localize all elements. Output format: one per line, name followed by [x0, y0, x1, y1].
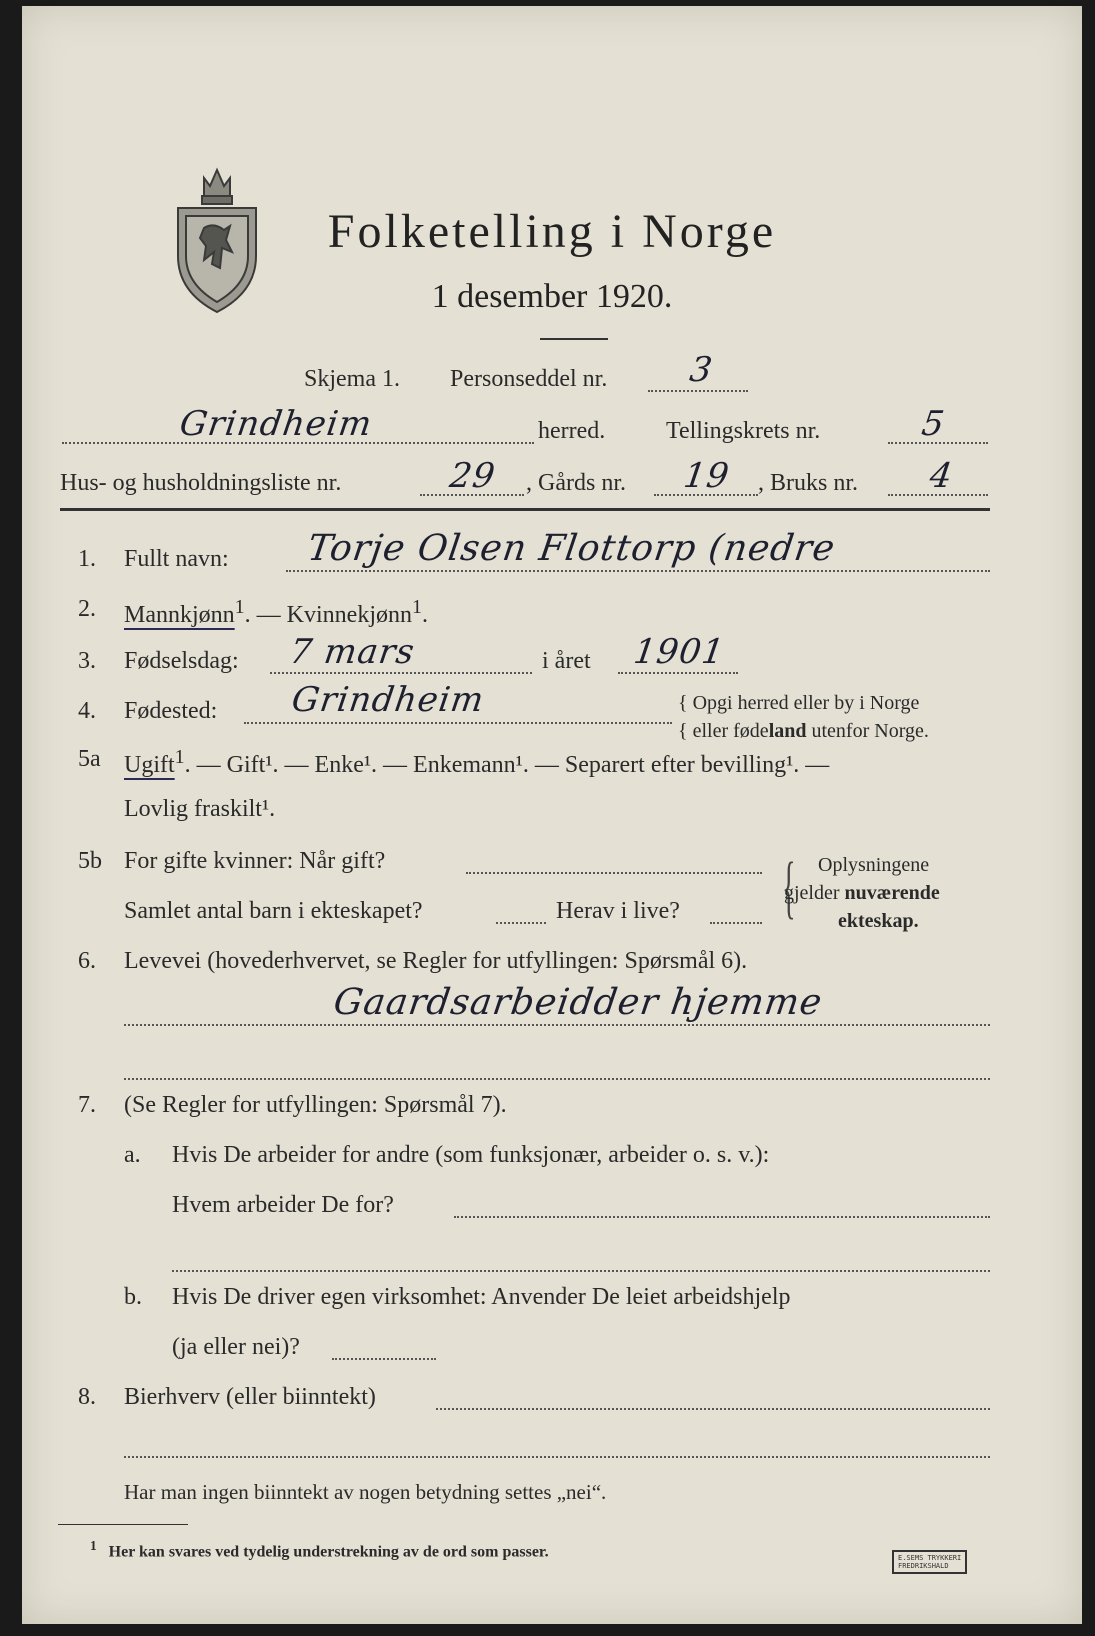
q4-number: 4.	[78, 698, 96, 724]
q6-number: 6.	[78, 948, 96, 974]
q2-number: 2.	[78, 596, 96, 622]
form-date: 1 desember 1920.	[431, 278, 673, 315]
levevei-value: Gaardsarbeidder hjemme	[331, 982, 826, 1023]
gards-value: 19	[681, 456, 733, 496]
lovlig-fraskilt: Lovlig fraskilt¹.	[124, 796, 276, 822]
brace: {	[782, 849, 796, 926]
fodested-note-2: { eller fødeland utenfor Norge.	[678, 720, 929, 742]
herred-value: Grindheim	[177, 404, 375, 444]
herred-label: herred.	[538, 418, 606, 444]
q7-number: 7.	[78, 1092, 96, 1118]
biinntekt-note: Har man ingen biinntekt av nogen betydning settes „nei“.	[124, 1480, 607, 1504]
sivilstand-options: Ugift$^1$. — Gift¹. — Enke¹. — Enkemann¹. — Separert efter bevilling¹. —	[124, 746, 830, 778]
q1-number: 1.	[78, 546, 96, 572]
fullt-navn-value: Torje Olsen Flottorp (nedre	[305, 528, 838, 569]
q5a-number: 5a	[78, 746, 101, 772]
q7a-letter: a.	[124, 1142, 141, 1168]
bruks-label: , Bruks nr.	[758, 470, 859, 496]
ugift-selected: Ugift	[124, 752, 175, 778]
skjema-label: Skjema 1.	[304, 366, 400, 392]
census-form	[22, 6, 1082, 1624]
q8-number: 8.	[78, 1384, 96, 1410]
fodested-note-1: { Opgi herred eller by i Norge	[678, 692, 920, 714]
gards-label: , Gårds nr.	[526, 470, 626, 496]
personseddel-value: 3	[687, 350, 716, 390]
q3-number: 3.	[78, 648, 96, 674]
kjonn-options: Mannkjønn$^1$. — Kvinnekjønn$^1$.	[124, 596, 428, 628]
tellingskrets-label: Tellingskrets nr.	[666, 418, 821, 444]
q7b-letter: b.	[124, 1284, 142, 1310]
ja-eller-nei-label: (ja eller nei)?	[172, 1334, 300, 1360]
herav-i-live-label: Herav i live?	[556, 898, 680, 924]
oplysning-note-3: ekteskap.	[838, 910, 919, 932]
header-rule	[60, 508, 990, 511]
tellingskrets-value: 5	[919, 404, 948, 444]
fodested-label: Fødested:	[124, 698, 218, 724]
personseddel-label: Personseddel nr.	[450, 366, 608, 392]
hvem-arbeider-label: Hvem arbeider De for?	[172, 1192, 394, 1218]
antal-barn-label: Samlet antal barn i ekteskapet?	[124, 898, 423, 924]
fullt-navn-label: Fullt navn:	[124, 546, 229, 572]
husliste-label: Hus- og husholdningsliste nr.	[60, 470, 342, 496]
bierhverv-label: Bierhverv (eller biinntekt)	[124, 1384, 376, 1410]
mannkjonn-selected: Mannkjønn	[124, 602, 235, 628]
fodselsdag-value: 7 mars	[287, 632, 418, 672]
form-title: Folketelling i Norge	[327, 205, 777, 258]
oplysning-note-1: Oplysningene	[818, 854, 930, 876]
oplysning-note-2: gjelder nuværende	[784, 882, 940, 904]
q5b-number: 5b	[78, 848, 102, 874]
fodselsdag-label: Fødselsdag:	[124, 648, 239, 674]
husliste-value: 29	[447, 456, 499, 496]
year-label: i året	[542, 648, 591, 674]
q7a-text: Hvis De arbeider for andre (som funksjonær, arbeider o. s. v.):	[172, 1142, 770, 1168]
levevei-label: Levevei (hovederhvervet, se Regler for utfyllingen: Spørsmål 6).	[124, 948, 748, 974]
year-value: 1901	[631, 632, 728, 672]
footnote: $^1$ Her kan svares ved tydelig understrekning av de ord som passer.	[90, 1538, 549, 1561]
printer-stamp: E.SEMS TRYKKERI FREDRIKSHALD	[892, 1550, 967, 1574]
bruks-value: 4	[927, 456, 956, 496]
fodested-value: Grindheim	[289, 680, 487, 720]
q7b-text: Hvis De driver egen virksomhet: Anvender De leiet arbeidshjelp	[172, 1284, 791, 1310]
q7-label: (Se Regler for utfyllingen: Spørsmål 7).	[124, 1092, 507, 1118]
title-divider	[540, 338, 608, 340]
nar-gift-label: For gifte kvinner: Når gift?	[124, 848, 386, 874]
